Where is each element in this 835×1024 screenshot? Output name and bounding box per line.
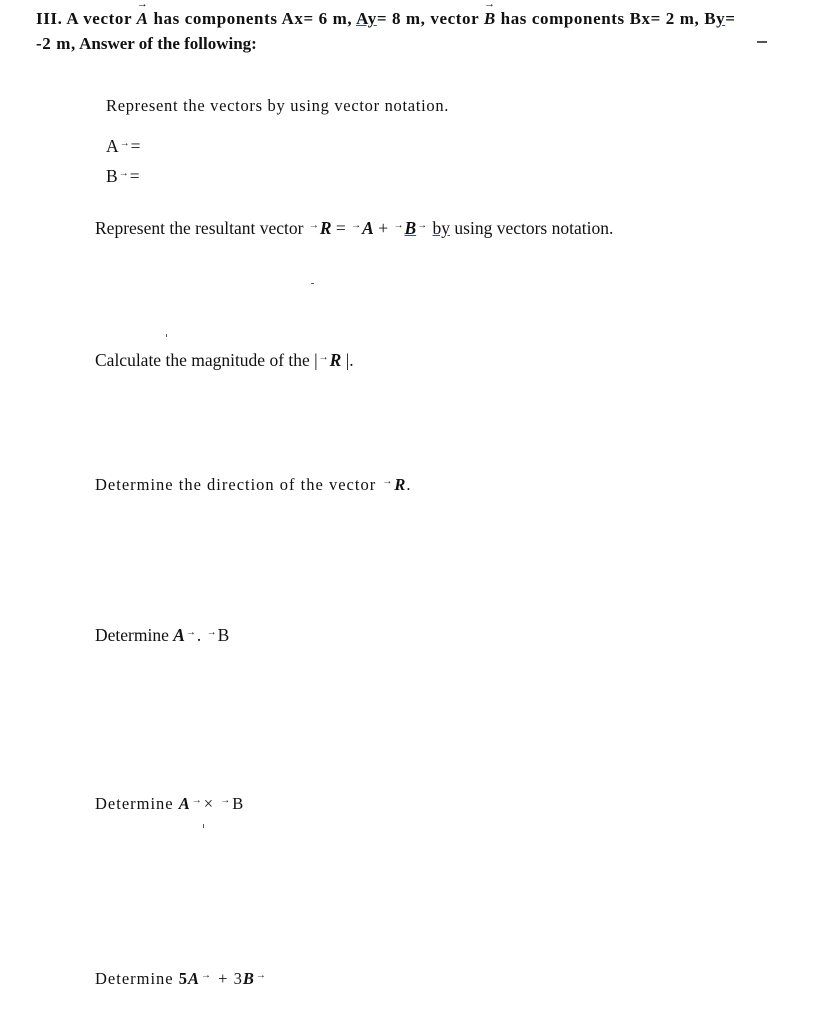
- plus-sign: +: [378, 218, 389, 238]
- dash-mark: [757, 41, 767, 43]
- symbol-a: A: [173, 625, 185, 645]
- equals-sign: =: [130, 136, 141, 156]
- header-text: has components B: [500, 9, 642, 28]
- question-text: using vectors notation.: [454, 218, 614, 238]
- header-text: -2 m,: [36, 34, 76, 53]
- question-text: |.: [345, 350, 354, 370]
- header-text: = 2 m, B: [650, 9, 717, 28]
- arrow-icon: →: [185, 627, 196, 638]
- label-b: B: [106, 166, 118, 186]
- equals-sign: =: [335, 218, 346, 238]
- question-text: Determine: [95, 625, 169, 645]
- question-text: Represent the resultant vector: [95, 218, 304, 238]
- arrow-icon: →: [201, 970, 213, 981]
- arrow-icon: →: [119, 138, 130, 149]
- plus-sign: + 3: [218, 969, 243, 988]
- arrow-icon: →: [417, 220, 428, 231]
- question-vector-notation: Represent the vectors by using vector notation.: [106, 96, 450, 115]
- symbol-r: R: [329, 350, 342, 370]
- vector-b-symbol: → B: [484, 9, 496, 29]
- arrow-icon: →: [220, 795, 232, 806]
- question-resultant-vector: [95, 218, 613, 239]
- arrow-icon: →: [351, 220, 362, 231]
- arrow-icon: →: [118, 168, 129, 179]
- header-text: III. A vector: [36, 9, 132, 28]
- question-text: Determine: [95, 969, 174, 988]
- arrow-icon: →: [191, 795, 203, 806]
- answer-a-line: [106, 136, 141, 157]
- arrow-icon: →: [206, 627, 217, 638]
- symbol-r: R: [319, 218, 332, 238]
- symbol-b: B: [217, 625, 230, 645]
- problem-header-line-2: [36, 34, 257, 54]
- equals-sign: =: [129, 166, 140, 186]
- question-text: Calculate the magnitude of the |: [95, 350, 318, 370]
- question-text: .: [406, 475, 412, 494]
- arrow-icon: →: [308, 220, 319, 231]
- label-a: A: [106, 136, 119, 156]
- question-linear-combination: [95, 969, 268, 989]
- answer-b-line: [106, 166, 140, 187]
- question-text: Determine: [95, 794, 174, 813]
- arrow-icon: →: [382, 476, 394, 487]
- question-text: Determine the direction of the vector: [95, 475, 377, 494]
- header-text: = 8 m, vector: [376, 9, 479, 28]
- question-direction: [95, 475, 411, 495]
- subscript-x: x: [641, 9, 651, 28]
- dot-operator: .: [196, 625, 202, 645]
- stray-mark: [311, 283, 314, 284]
- problem-header-line-1: [36, 9, 736, 29]
- symbol-a: A: [188, 969, 201, 988]
- subscript-y: y: [716, 9, 726, 28]
- symbol-b: B: [242, 969, 255, 988]
- question-magnitude: [95, 350, 354, 371]
- header-text: Answer of the following:: [79, 34, 257, 53]
- arrow-icon: →: [318, 352, 329, 363]
- coefficient-5: 5: [178, 969, 189, 988]
- subscript-x: x: [294, 9, 304, 28]
- question-dot-product: [95, 625, 229, 646]
- symbol-b: B: [232, 794, 245, 813]
- question-text: by: [432, 218, 451, 238]
- symbol-a: A: [362, 218, 374, 238]
- ay-component: Ay: [356, 9, 377, 28]
- header-text: has components A: [153, 9, 295, 28]
- stray-mark: [203, 824, 204, 828]
- header-text: =: [725, 9, 736, 28]
- header-text: = 6 m,: [303, 9, 353, 28]
- arrow-icon: →: [255, 970, 267, 981]
- symbol-r: R: [394, 475, 407, 494]
- symbol-b: B: [404, 218, 417, 238]
- symbol-a: A: [178, 794, 191, 813]
- stray-mark: [166, 334, 167, 337]
- vector-a-symbol: → A: [137, 9, 149, 29]
- question-cross-product: [95, 794, 244, 814]
- cross-operator: ×: [203, 794, 215, 813]
- arrow-icon: →: [393, 220, 404, 231]
